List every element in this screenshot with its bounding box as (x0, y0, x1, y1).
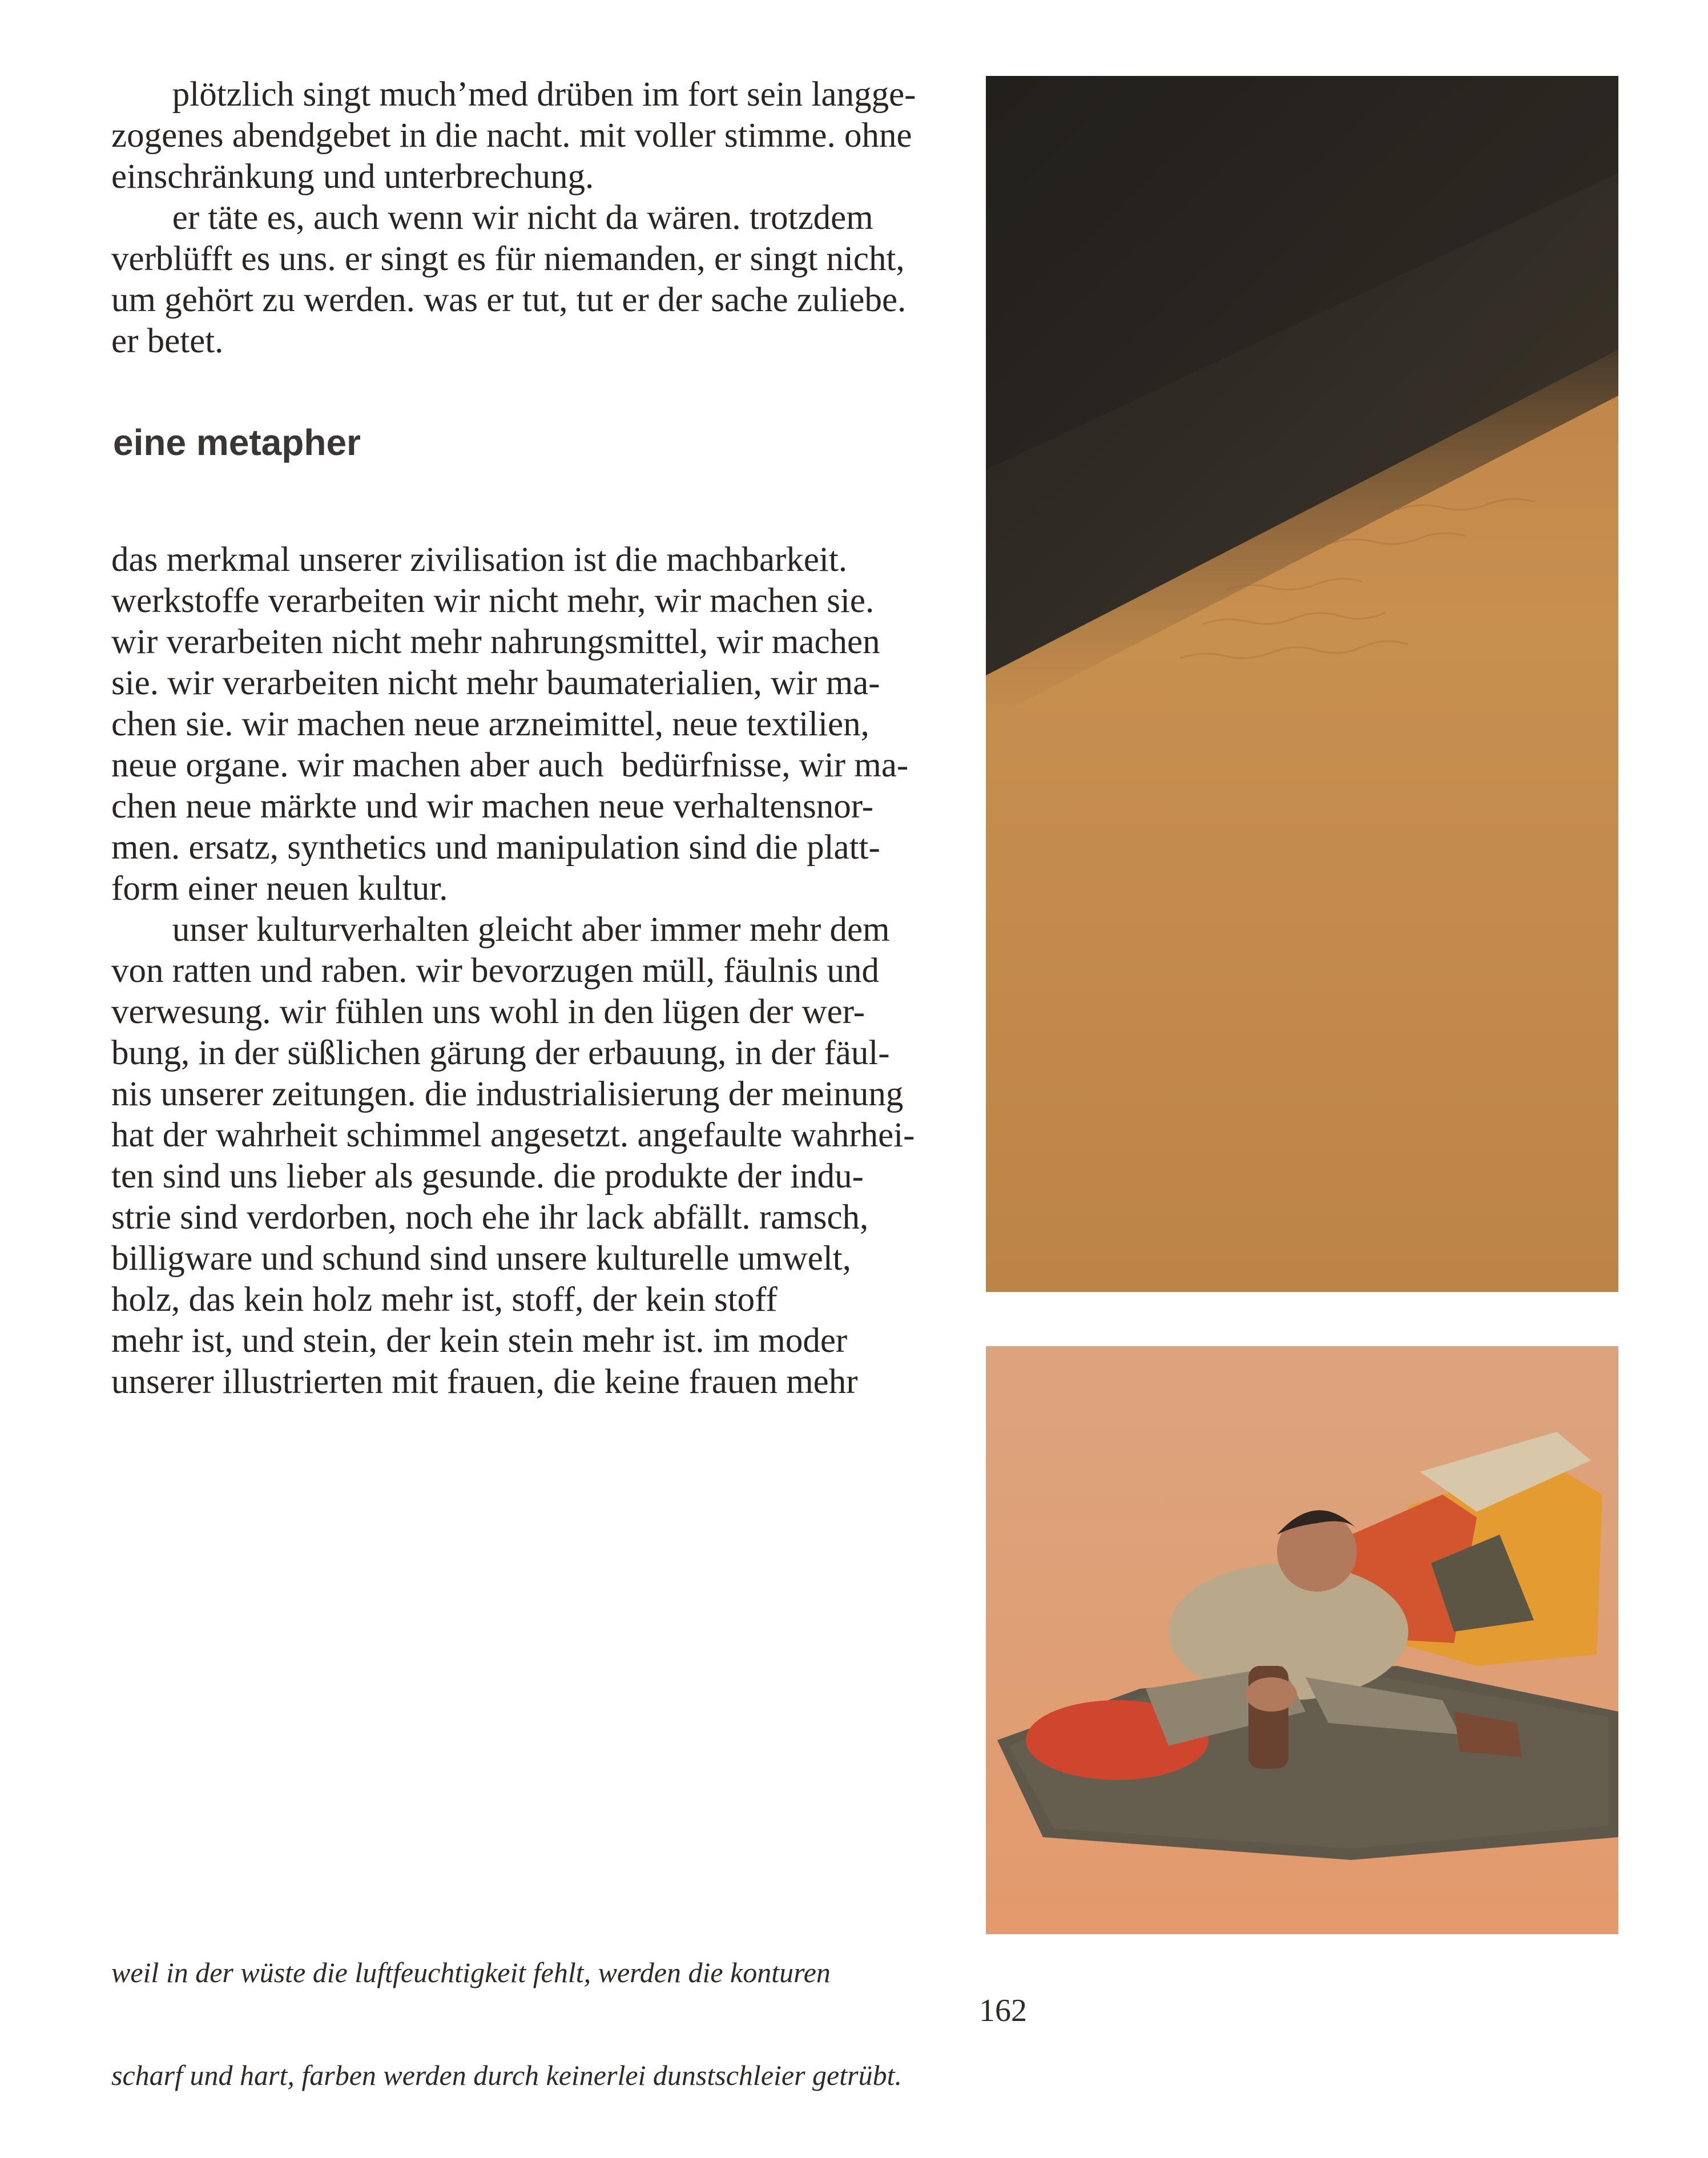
body-line: verwesung. wir fühlen uns wohl in den lügen der wer- (111, 993, 865, 1031)
body-line: unserer illustrierten mit frauen, die keine frauen mehr (111, 1363, 858, 1401)
page-number: 162 (979, 1993, 1027, 2028)
intro-line: zogenes abendgebet in die nacht. mit voller stimme. ohne (111, 116, 912, 155)
body-line: unser kulturverhalten gleicht aber immer mehr dem (111, 911, 890, 949)
body-paragraphs (111, 540, 968, 1403)
intro-line: plötzlich singt much’med drüben im fort sein langge- (111, 75, 916, 114)
body-line: werkstoffe verarbeiten wir nicht mehr, wir machen sie. (111, 582, 875, 620)
body-line: von ratten und raben. wir bevorzugen müll, fäulnis und (111, 952, 880, 990)
intro-line: einschränkung und unterbrechung. (111, 158, 594, 196)
body-line: ten sind uns lieber als gesunde. die produkte der indu- (111, 1157, 864, 1195)
body-line: men. ersatz, synthetics und manipulation sind die platt- (111, 828, 880, 867)
caption-line: weil in der wüste die luftfeuchtigkeit fehlt, werden die konturen (111, 1956, 831, 1988)
body-line: bung, in der süßlichen gärung der erbauung, in der fäul- (111, 1034, 890, 1072)
body-line: neue organe. wir machen aber auch bedürfnisse, wir ma- (111, 746, 909, 784)
intro-line: er betet. (111, 322, 224, 360)
intro-paragraphs (111, 74, 968, 362)
caption-line: scharf und hart, farben werden durch keinerlei dunstschleier getrübt. (111, 2059, 902, 2091)
intro-line: verblüfft es uns. er singt es für niemanden, er singt nicht, (111, 240, 905, 278)
body-line: wir verarbeiten nicht mehr nahrungsmittel, wir machen (111, 623, 880, 661)
camp-illustration (986, 1346, 1618, 1934)
body-line: chen neue märkte und wir machen neue verhaltensnor- (111, 787, 874, 826)
dune-illustration (986, 76, 1618, 1292)
section-heading: eine metapher (113, 422, 361, 463)
body-line: das merkmal unserer zivilisation ist die machbarkeit. (111, 541, 848, 579)
body-line: nis unserer zeitungen. die industrialisierung der meinung (111, 1075, 904, 1113)
body-line: sie. wir verarbeiten nicht mehr baumaterialien, wir ma- (111, 664, 880, 702)
body-line: strie sind verdorben, noch ehe ihr lack abfällt. ramsch, (111, 1198, 869, 1237)
camp-photo (986, 1346, 1618, 1934)
body-line: form einer neuen kultur. (111, 869, 448, 908)
photo-caption (111, 1887, 902, 2127)
body-line: billigware und schund sind unsere kulturelle umwelt, (111, 1239, 851, 1278)
body-line: mehr ist, und stein, der kein stein mehr ist. im moder (111, 1322, 848, 1360)
body-line: hat der wahrheit schimmel angesetzt. angefaulte wahrhei- (111, 1116, 915, 1154)
dune-photo (986, 76, 1618, 1292)
intro-line: er täte es, auch wenn wir nicht da wären. trotzdem (111, 199, 873, 237)
body-line: chen sie. wir machen neue arzneimittel, neue textilien, (111, 705, 869, 743)
intro-line: um gehört zu werden. was er tut, tut er der sache zuliebe. (111, 281, 907, 319)
body-line: holz, das kein holz mehr ist, stoff, der kein stoff (111, 1281, 778, 1319)
